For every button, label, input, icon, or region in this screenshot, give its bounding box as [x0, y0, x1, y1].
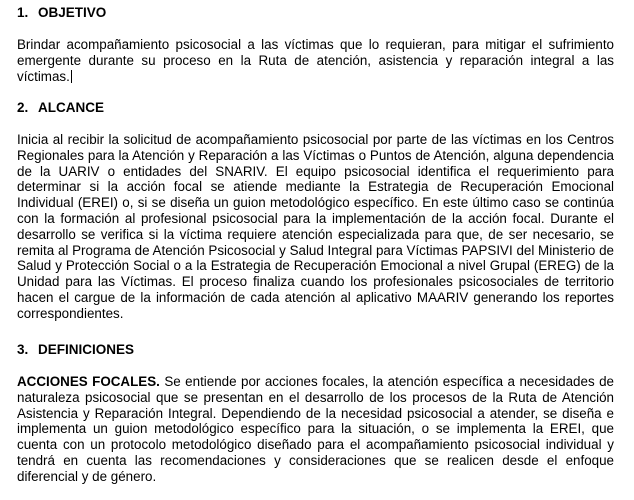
- section-number: 2.: [17, 100, 29, 115]
- paragraph-text: Brindar acompañamiento psicosocial a las víctimas que lo requieran, para mitigar el sufrimiento emergente durante su proceso en la Ruta de atención, asistencia y reparación integral a las víctimas.: [17, 37, 614, 84]
- section-title: ALCANCE: [38, 100, 104, 115]
- definition-term: ACCIONES FOCALES.: [17, 374, 160, 389]
- section-number: 3.: [17, 342, 29, 357]
- section-title: OBJETIVO: [38, 5, 107, 20]
- paragraph-text: Inicia al recibir la solicitud de acompañamiento psicosocial por parte de las víctimas en los Centros Regionales para la Atención y Reparación a las Víctimas o Puntos de Atención, alguna dependencia de la UARIV o entidades del SNARIV. El equipo psicosocial identifica el requerimiento para determinar si la acción focal se atiende mediante la Estrategia de Recuperación Emocional Individual (EREI) o, si se diseña un guion metodológico específico. En este último caso se continúa con la formación al profesional psicosocial para la implementación de la acción focal. Durante el desarrollo se verifica si la víctima requiere atención especializada para que, de ser necesario, se remita al Programa de Atención Psicosocial y Salud Integral para Víctimas PAPSIVI del Ministerio de Salud y Protección Social o a la Estrategia de Recuperación Emocional a nivel Grupal (EREG) de la Unidad para las Víctimas. El proceso finaliza cuando los profesionales psicosociales de territorio hacen el cargue de la información de cada atención al aplicativo MAARIV generando los reportes correspondientes.: [17, 132, 614, 321]
- section-title: DEFINICIONES: [38, 342, 135, 357]
- section-heading-alcance: [17, 100, 104, 116]
- section-heading-definiciones: [17, 342, 134, 358]
- section-body-definiciones: [17, 374, 614, 485]
- section-number: 1.: [17, 5, 29, 20]
- paragraph-text: Se entiende por acciones focales, la atención específica a necesidades de naturaleza psicosocial que se presentan en el desarrollo de los procesos de la Ruta de Atención Asistencia y Reparación Integral. Dependiendo de la necesidad psicosocial a atender, se diseña e implementa un guion metodológico específico para la situación, o se implementa la EREI, que cuenta con un protocolo metodológico diseñado para el acompañamiento psicosocial individual y tendrá en cuenta las recomendaciones y consideraciones que se realicen desde el enfoque diferencial y de género.: [17, 374, 615, 484]
- text-cursor: [71, 70, 72, 83]
- section-body-objetivo: [17, 37, 614, 84]
- section-heading-objetivo: [17, 5, 106, 21]
- section-body-alcance: [17, 132, 614, 322]
